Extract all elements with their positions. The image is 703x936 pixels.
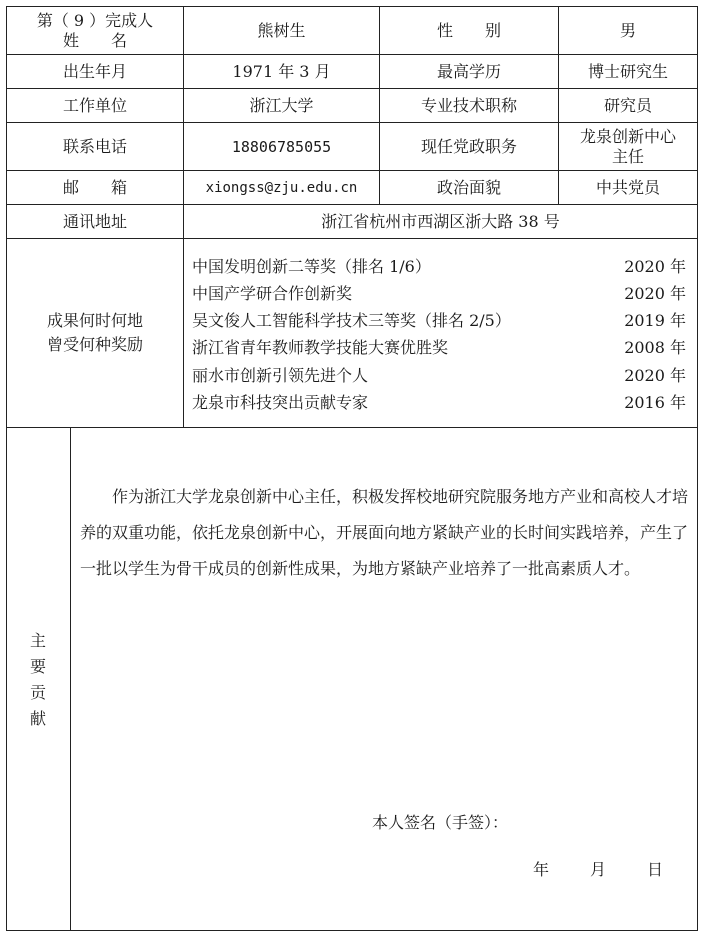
contribution-text: 作为浙江大学龙泉创新中心主任，积极发挥校地研究院服务地方产业和高校人才培养的双重功能，依托龙泉创新中心，开展面向地方紧缺产业的长时间实践培养，产生了一批以学生为骨干成员的创新性成果，为地方紧缺产业培养了一批高素质人才。 (80, 487, 689, 578)
title-label: 专业技术职称 (420, 95, 517, 115)
birth-value: 1971 年 3 月 (232, 61, 331, 81)
gender-label: 性 别 (436, 20, 501, 40)
award-name: 中国发明创新二等奖（排名 1/6） (192, 256, 431, 276)
row-divider (6, 427, 698, 428)
award-year: 2019 年 (624, 310, 686, 330)
position-value-line1: 龙泉创新中心 (579, 126, 676, 146)
signature-label: 本人签名（手签）： (372, 813, 509, 832)
degree-label: 最高学历 (436, 61, 501, 81)
degree-value: 博士研究生 (587, 61, 668, 81)
address-label: 通讯地址 (62, 211, 127, 231)
contribution-label-char: 要 (29, 657, 46, 676)
award-year: 2008 年 (624, 337, 686, 357)
work-label: 工作单位 (62, 95, 127, 115)
award-item (192, 363, 686, 385)
awards-label-line1: 成果何时何地 (46, 311, 143, 330)
award-year: 2020 年 (624, 256, 686, 276)
signature-date (533, 859, 663, 881)
phone-label: 联系电话 (62, 136, 127, 156)
award-item (192, 308, 686, 330)
award-name: 浙江省青年教师教学技能大赛优胜奖 (192, 337, 449, 357)
position-value-line2: 主任 (611, 146, 644, 166)
award-year: 2020 年 (624, 365, 686, 385)
contribution-label-char: 献 (29, 709, 46, 728)
email-label: 邮 箱 (62, 177, 127, 197)
award-item (192, 390, 686, 412)
award-name: 吴文俊人工智能科学技术三等奖（排名 2/5） (192, 310, 511, 330)
completer-label-line1: 第（ 9 ）完成人 (36, 10, 154, 30)
contribution-label-char: 主 (29, 631, 46, 650)
award-item (192, 254, 686, 276)
birth-label: 出生年月 (62, 61, 127, 81)
political-label: 政治面貌 (436, 177, 501, 197)
awards-label-line2: 曾受何种奖励 (46, 335, 143, 354)
table-border-right (697, 6, 698, 931)
award-year: 2020 年 (624, 283, 686, 303)
political-value: 中共党员 (595, 177, 660, 197)
award-item (192, 335, 686, 357)
award-name: 中国产学研合作创新奖 (192, 283, 353, 303)
address-value: 浙江省杭州市西湖区浙大路 38 号 (321, 211, 560, 231)
work-value: 浙江大学 (249, 95, 314, 115)
date-month-label: 月 (589, 860, 606, 879)
awards-label (7, 239, 183, 427)
table-border-bottom (6, 930, 698, 931)
award-item (192, 281, 686, 303)
name-value: 熊树生 (257, 20, 306, 40)
position-label: 现任党政职务 (420, 136, 517, 156)
award-year: 2016 年 (624, 392, 686, 412)
date-day-label: 日 (646, 860, 663, 879)
award-name: 丽水市创新引领先进个人 (192, 365, 369, 385)
date-year-label: 年 (533, 860, 550, 879)
title-value: 研究员 (603, 95, 652, 115)
contribution-label (18, 628, 58, 732)
column-divider (70, 427, 71, 931)
phone-value: 18806785055 (231, 137, 332, 156)
name-label: 姓 名 (62, 30, 127, 50)
position-value (559, 123, 697, 170)
gender-value: 男 (619, 20, 636, 40)
award-name: 龙泉市科技突出贡献专家 (192, 392, 369, 412)
contribution-label-char: 贡 (29, 683, 46, 702)
email-value: xiongss@zju.edu.cn (205, 179, 358, 196)
completer-label (7, 7, 183, 54)
